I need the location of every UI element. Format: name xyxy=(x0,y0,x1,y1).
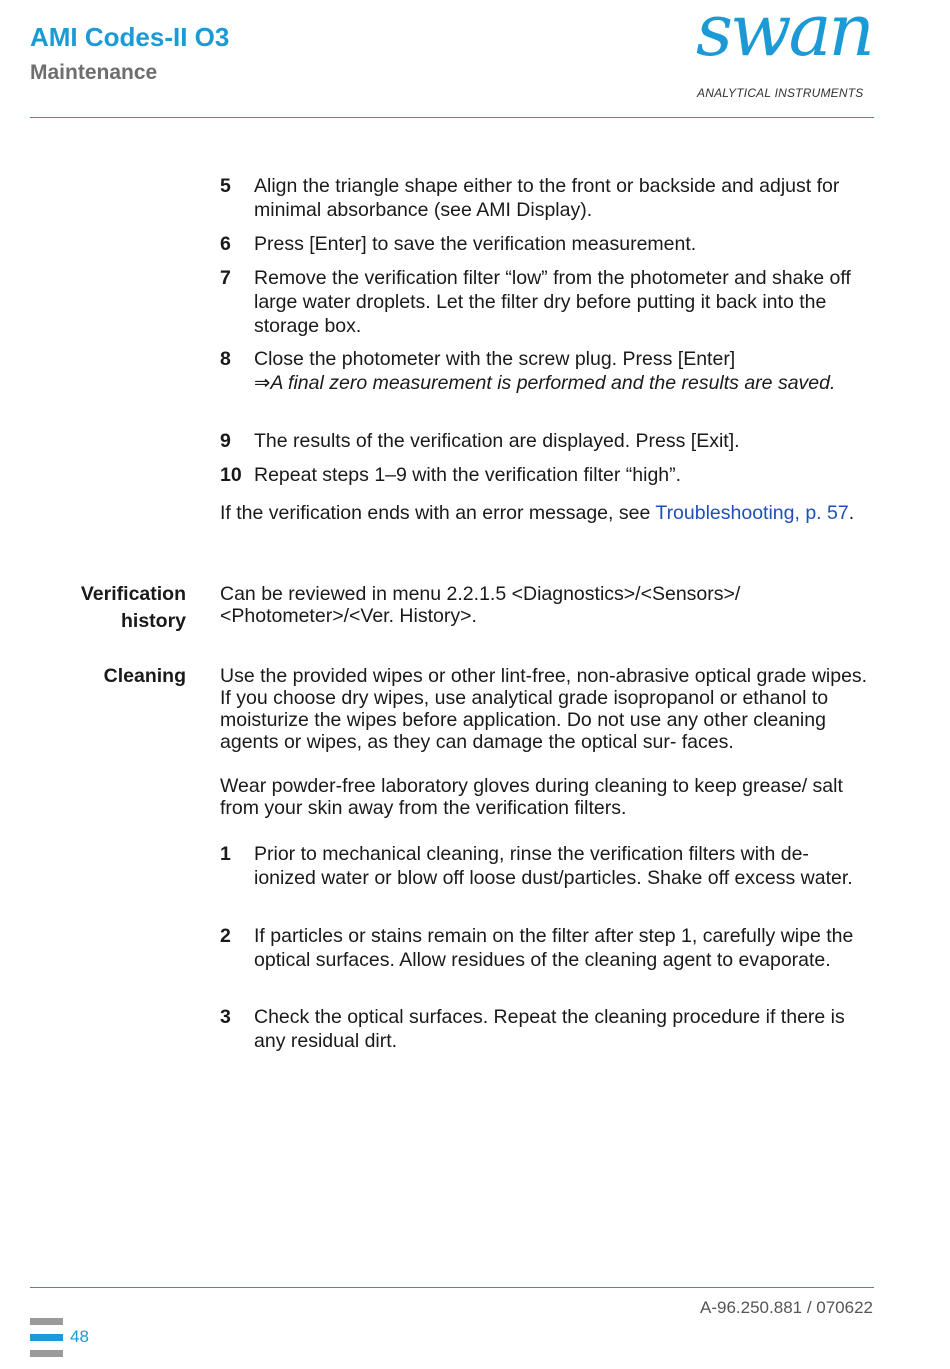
cleaning-label: Cleaning xyxy=(103,665,186,687)
step-text: Check the optical surfaces. Repeat the cleaning procedure if there is any residual dirt. xyxy=(254,1006,845,1052)
troubleshooting-link[interactable]: Troubleshooting, p. 57 xyxy=(655,502,849,524)
step-number: 10 xyxy=(220,464,242,486)
document-title: AMI Codes-II O3 xyxy=(30,22,230,52)
step-number: 6 xyxy=(220,233,231,255)
error-note-text: If the verification ends with an error message, see xyxy=(220,502,656,524)
verification-history-text: Can be reviewed in menu 2.2.1.5 <Diagnostics>/<Sensors>/ <Photometer>/<Ver. History>. xyxy=(220,583,741,627)
document-code: A-96.250.881 / 070622 xyxy=(700,1298,873,1317)
step-number: 7 xyxy=(220,267,231,289)
logo-wordmark: swan xyxy=(696,0,872,72)
step-number: 8 xyxy=(220,348,231,370)
label-line: history xyxy=(120,610,186,632)
footer-bar-decoration xyxy=(30,1334,63,1341)
step-text: Prior to mechanical cleaning, rinse the verification filters with de- ionized water or blow off loose dust/particles. Shake off excess water. xyxy=(254,843,853,889)
label-line: Verification xyxy=(80,583,186,605)
section-subtitle: Maintenance xyxy=(30,61,158,84)
step-text: Repeat steps 1–9 with the verification filter “high”. xyxy=(254,464,682,486)
footer-bar-decoration xyxy=(30,1318,63,1325)
footer-bar-decoration xyxy=(30,1350,63,1357)
step-text: Align the triangle shape either to the front or backside and adjust for minimal absorbance (see AMI Display). xyxy=(254,175,840,221)
step-number: 1 xyxy=(220,843,231,865)
step-result: ⇒A final zero measurement is performed and the results are saved. xyxy=(254,372,836,394)
cleaning-paragraph: Use the provided wipes or other lint-free, non-abrasive optical grade wipes. If you choose dry wipes, use analytical grade isopropanol or ethanol to moisturize the wipes before application. Do not use any other cleaning agents or wipes, as they can damage the optical sur- faces. xyxy=(220,665,868,753)
step-text: Close the photometer with the screw plug. Press [Enter] xyxy=(254,348,736,370)
step-text: Remove the verification filter “low” from the photometer and shake off large water droplets. Let the filter dry before putting it back into the storage box. xyxy=(254,267,851,337)
error-note xyxy=(220,502,875,524)
step-text: If particles or stains remain on the filter after step 1, carefully wipe the optical surfaces. Allow residues of the cleaning agent to evaporate. xyxy=(254,925,854,971)
swan-logo xyxy=(690,0,880,106)
header-divider xyxy=(30,117,874,118)
step-number: 9 xyxy=(220,430,231,452)
verification-history-label xyxy=(81,581,186,635)
step-text: The results of the verification are displayed. Press [Exit]. xyxy=(254,430,740,452)
logo-tagline: ANALYTICAL INSTRUMENTS xyxy=(697,86,864,100)
step-number: 5 xyxy=(220,175,231,197)
step-number: 2 xyxy=(220,925,231,947)
page-number: 48 xyxy=(70,1327,89,1346)
error-note-end: . xyxy=(848,502,855,524)
footer-divider xyxy=(30,1287,874,1288)
step-number: 3 xyxy=(220,1006,231,1028)
step-body xyxy=(254,347,875,395)
cleaning-paragraph: Wear powder-free laboratory gloves during cleaning to keep grease/ salt from your skin away from the verification filters. xyxy=(220,775,843,819)
step-text: Press [Enter] to save the verification measurement. xyxy=(254,233,697,255)
